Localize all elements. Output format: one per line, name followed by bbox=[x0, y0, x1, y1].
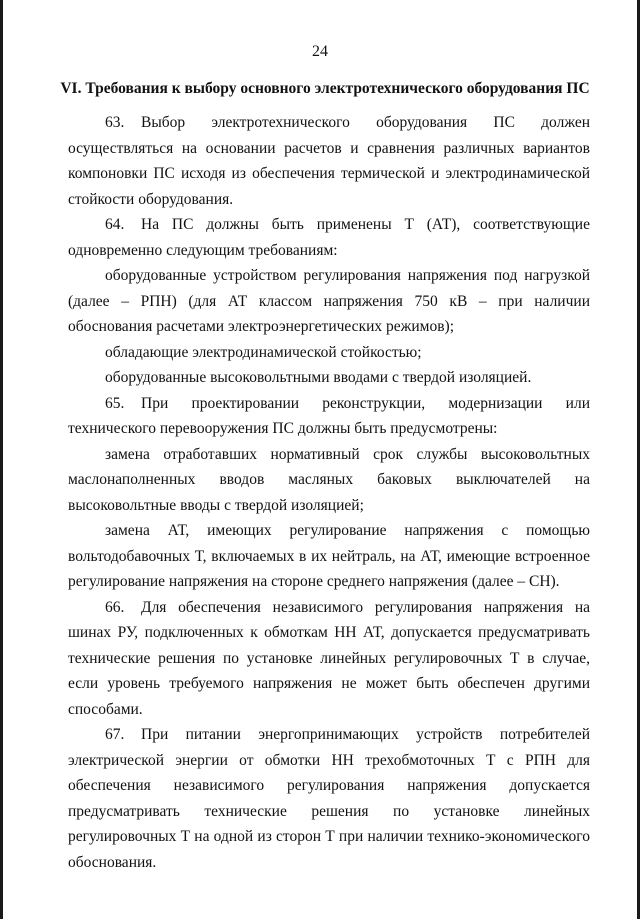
paragraph-64 bbox=[68, 212, 590, 263]
paragraph-65 bbox=[68, 391, 590, 442]
paragraph-66 bbox=[68, 595, 590, 723]
paragraph-number: 67. bbox=[105, 726, 125, 743]
paragraph-text: замена АТ, имеющих регулирование напряжения с помощью вольтодобавочных Т, включаемых в их нейтраль, на АТ, имеющие встроенное регулирование напряжения на стороне среднего напряжения (далее – СН). bbox=[68, 522, 590, 590]
list-item-bushing-replacement bbox=[68, 442, 590, 519]
paragraph-text: обладающие электродинамической стойкостью; bbox=[105, 343, 422, 361]
paragraph-text: При питании энергопринимающих устройств потребителей электрической энергии от обмотки НН трехобмоточных Т с РПН для обеспечения независимого регулирования напряжения допускается предусматривать технические решения по установке линейных регулировочных Т на одной из сторон Т при наличии технико-экономического обоснования. bbox=[68, 726, 590, 871]
paragraph-text: Выбор электротехнического оборудования ПС должен осуществляться на основании расчетов и сравнения различных вариантов компоновки ПС исходя из обеспечения термической и электродинамической стойкости оборудования. bbox=[68, 114, 590, 208]
scan-border-left bbox=[0, 0, 3, 919]
paragraph-number: 66. bbox=[105, 598, 125, 616]
section-heading: VI. Требования к выбору основного электротехнического оборудования ПС bbox=[60, 80, 590, 97]
paragraph-number: 64. bbox=[105, 216, 125, 233]
paragraph-number: 63. bbox=[105, 114, 125, 131]
list-item-bushings bbox=[68, 365, 590, 391]
paragraph-text: оборудованные устройством регулирования напряжения под нагрузкой (далее – РПН) (для АТ классом напряжения 750 кВ – при наличии обоснования расчетами электроэнергетических режимов); bbox=[68, 267, 590, 335]
paragraph-number: 65. bbox=[105, 394, 125, 412]
document-body bbox=[68, 110, 590, 875]
paragraph-63 bbox=[68, 110, 590, 212]
list-item-stability bbox=[68, 340, 590, 366]
paragraph-67 bbox=[68, 722, 590, 875]
paragraph-text: замена отработавших нормативный срок службы высоковольтных маслонаполненных вводов масляных баковых выключателей на высоковольтные вводы с твердой изоляцией; bbox=[68, 445, 590, 514]
paragraph-text: оборудованные высоковольтными вводами с твердой изоляцией. bbox=[105, 369, 532, 386]
page-number: 24 bbox=[312, 43, 328, 60]
paragraph-text: При проектировании реконструкции, модернизации или технического перевооружения ПС должны быть предусмотрены: bbox=[68, 394, 590, 437]
list-item-at-replacement bbox=[68, 518, 590, 595]
list-item-rpn bbox=[68, 263, 590, 340]
paragraph-text: На ПС должны быть применены Т (АТ), соответствующие одновременно следующим требованиям: bbox=[68, 216, 590, 259]
paragraph-text: Для обеспечения независимого регулирования напряжения на шинах РУ, подключенных к обмоткам НН АТ, допускается предусматривать технические решения по установке линейных регулировочных Т в случае, если уровень требуемого напряжения не может быть обеспечен другими способами. bbox=[68, 598, 590, 718]
